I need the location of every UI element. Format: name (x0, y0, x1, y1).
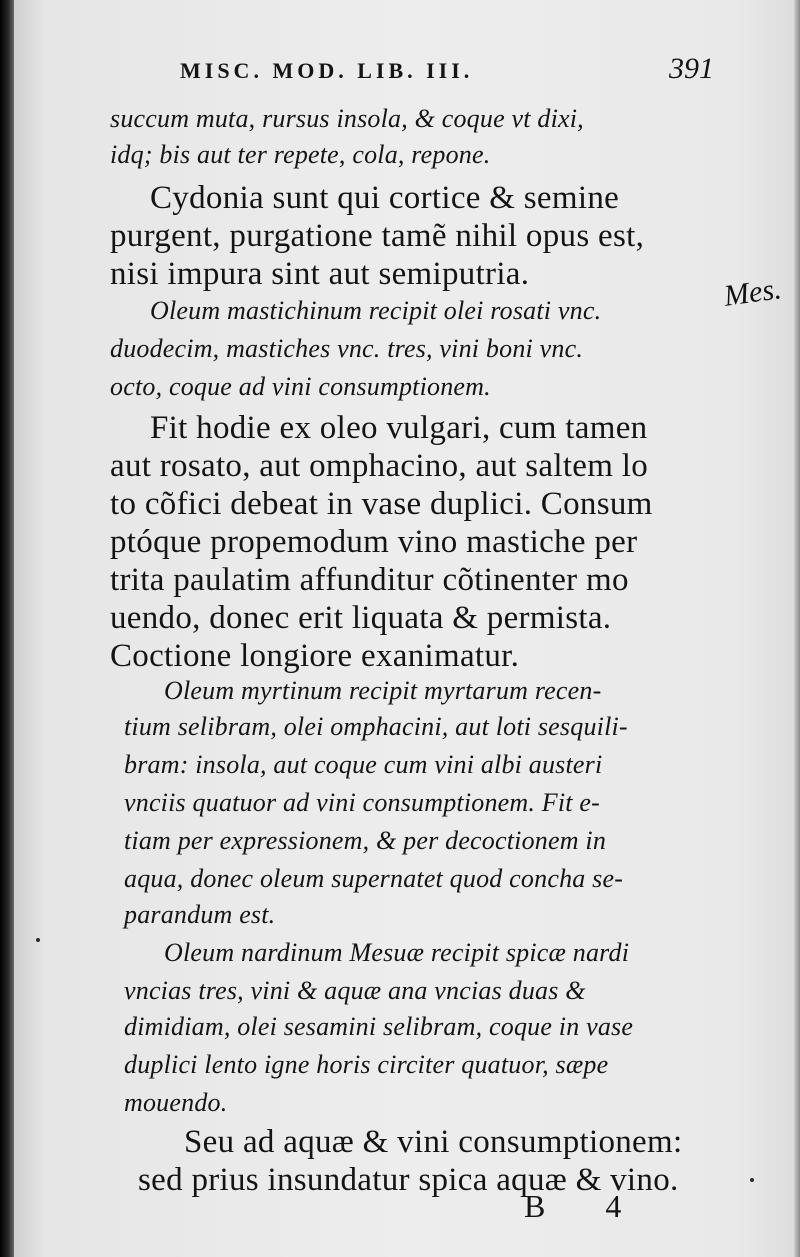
text-line: Oleum nardinum Mesuæ recipit spicæ nardi (164, 938, 630, 967)
text-line: ptóque propemodum vino mastiche per (110, 524, 638, 560)
text-line: purgent, purgatione tamẽ nihil opus est, (110, 218, 645, 254)
text-line: nisi impura sint aut semiputria. (110, 256, 530, 292)
text-line: aut rosato, aut omphacino, aut saltem lo (110, 448, 649, 484)
text-line: idq; bis aut ter repete, cola, repone. (110, 140, 491, 169)
page-edge (794, 0, 800, 1257)
text-line: vncias tres, vini & aquæ ana vncias duas & (124, 976, 586, 1005)
text-line: octo, coque ad vini consumptionem. (110, 372, 491, 401)
running-head: MISC. MOD. LIB. III. (180, 58, 474, 83)
text-line: Cydonia sunt qui cortice & semine (150, 180, 620, 216)
text-line: trita paulatim affunditur cõtinenter mo (110, 562, 629, 598)
text-line: parandum est. (124, 900, 276, 929)
text-line: duodecim, mastiches vnc. tres, vini boni vnc. (110, 334, 584, 363)
text-line: uendo, donec erit liquata & permista. (110, 600, 612, 636)
text-line: Oleum mastichinum recipit olei rosati vnc. (150, 296, 602, 325)
signature-mark: B 4 (524, 1188, 648, 1224)
page-header (180, 52, 720, 92)
text-line: bram: insola, aut coque cum vini albi austeri (124, 750, 603, 779)
text-line: succum muta, rursus insola, & coque vt dixi, (110, 104, 584, 133)
book-page (14, 0, 800, 1257)
text-line: Coctione longiore exanimatur. (110, 638, 520, 674)
page-number: 391 (669, 52, 714, 85)
margin-note: Mes. (721, 272, 784, 313)
ink-speck (36, 938, 40, 942)
text-line: Seu ad aquæ & vini consumptionem: (184, 1124, 683, 1160)
text-line: tium selibram, olei omphacini, aut loti sesquili- (124, 712, 628, 741)
text-line: tiam per expressionem, & per decoctionem in (124, 826, 607, 855)
text-line: duplici lento igne horis circiter quatuor, sæpe (124, 1050, 609, 1079)
text-line: vnciis quatuor ad vini consumptionem. Fit e- (124, 788, 601, 817)
text-line: Fit hodie ex oleo vulgari, cum tamen (150, 410, 648, 446)
text-line: dimidiam, olei sesamini selibram, coque in vase (124, 1012, 634, 1041)
text-line: to cõfici debeat in vase duplici. Consum (110, 486, 653, 522)
text-line: Oleum myrtinum recipit myrtarum recen- (164, 676, 602, 705)
text-line: aqua, donec oleum supernatet quod concha se- (124, 864, 624, 893)
text-line: mouendo. (124, 1088, 228, 1117)
text-line: sed prius insundatur spica aquæ & vino. (138, 1162, 679, 1198)
book-spine-shadow (0, 0, 14, 1257)
ink-speck (750, 1178, 754, 1182)
